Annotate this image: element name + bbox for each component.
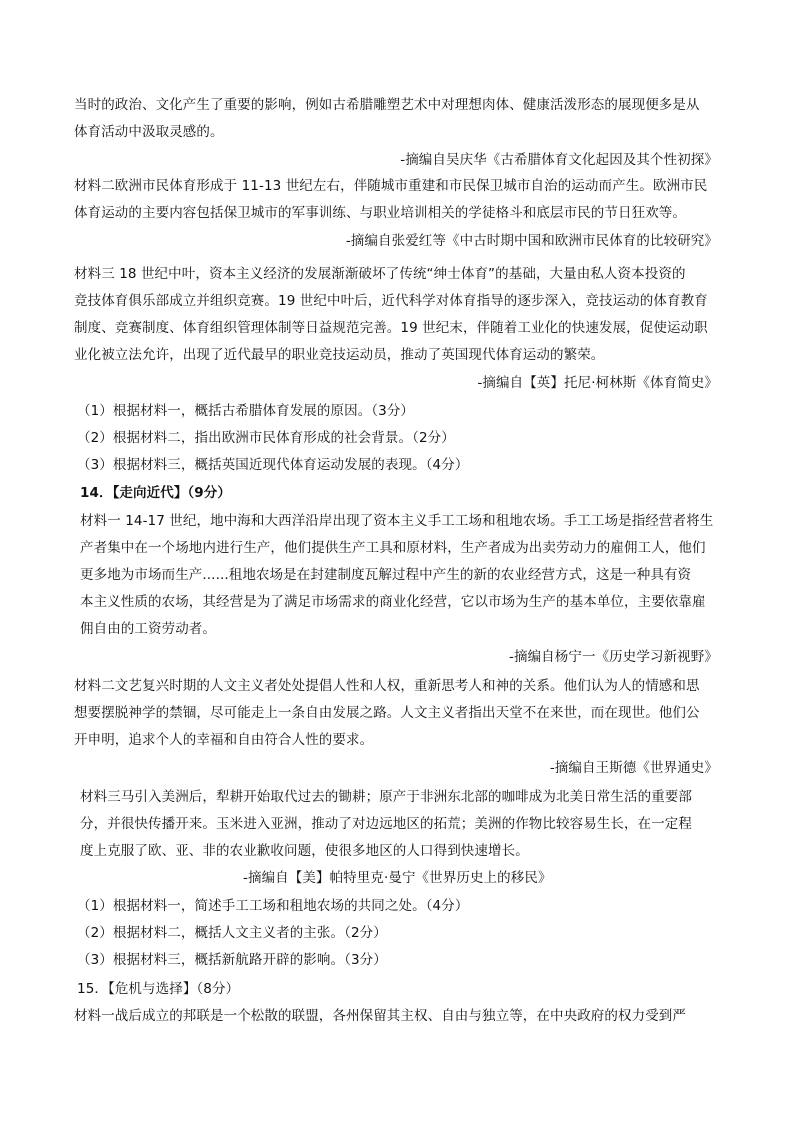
- text-line: 业化被立法允许，出现了近代最早的职业竞技运动员，推动了英国现代体育运动的繁荣。: [74, 347, 605, 363]
- text-line: 材料二文艺复兴时期的人文主义者处处提倡人性和人权，重新思考人和神的关系。他们认为人的情感和思: [74, 678, 700, 694]
- question-item: （1）根据材料一，简述手工工场和租地农场的共同之处。（4分）: [77, 898, 469, 914]
- source-citation: -摘编自杨宁一《历史学习新视野》: [509, 649, 718, 665]
- text-line: 材料三马引入美洲后，犁耕开始取代过去的锄耕；原产于非洲东北部的咖啡成为北美日常生活的重要部: [80, 789, 692, 805]
- text-line: 开申明，追求个人的幸福和自由符合人性的要求。: [74, 732, 374, 748]
- text-line: 分，并很快传播开来。玉米进入亚洲，推动了对边远地区的拓荒；美洲的作物比较容易生长，在一定程: [80, 816, 692, 832]
- text-line: 体育活动中汲取灵感的。: [74, 124, 224, 140]
- section-heading: 15．【危机与选择】（8分）: [77, 981, 240, 997]
- text-line: 体育运动的主要内容包括保卫城市的军事训练、与职业培训相关的学徒格斗和底层市民的节日狂欢等。: [74, 205, 686, 221]
- source-citation: -摘编自王斯德《世界通史》: [549, 760, 718, 776]
- text-line: 产者集中在一个场地内进行生产，他们提供生产工具和原材料，生产者成为出卖劳动力的雇佣工人，他们: [80, 540, 706, 556]
- question-item: （2）根据材料二，概括人文主义者的主张。（2分）: [77, 925, 387, 941]
- source-citation: -摘编自【英】托尼·柯林斯《体育简史》: [477, 375, 718, 391]
- text-line: 材料三 18 世纪中叶，资本主义经济的发展渐渐破坏了传统“绅士体育”的基础，大量由私人资本投资的: [74, 266, 686, 282]
- section-heading: 14．【走向近代】（9分）: [80, 485, 231, 501]
- question-item: （2）根据材料二，指出欧洲市民体育形成的社会背景。（2分）: [77, 430, 455, 446]
- text-line: 度上克服了欧、亚、非的农业歉收问题，使很多地区的人口得到快速增长。: [80, 843, 529, 859]
- text-line: 更多地为市场而生产......租地农场是在封建制度瓦解过程中产生的新的农业经营方式，这是一种具有资: [80, 567, 692, 583]
- text-line: 竞技体育俱乐部成立并组织竞赛。19 世纪中叶后，近代科学对体育指导的逐步深入，竞技运动的体育教育: [74, 293, 708, 309]
- question-item: （1）根据材料一，概括古希腊体育发展的原因。（3分）: [77, 403, 415, 419]
- text-line: 本主义性质的农场，其经营是为了满足市场需求的商业化经营，它以市场为生产的基本单位，主要依靠雇: [80, 594, 706, 610]
- source-citation: -摘编自吴庆华《古希腊体育文化起因及其个性初探》: [400, 152, 718, 168]
- text-line: 制度、竞赛制度、体育组织管理体制等日益规范完善。19 世纪末，伴随着工业化的快速发展，促使运动职: [74, 320, 708, 336]
- text-line: 当时的政治、文化产生了重要的影响，例如古希腊雕塑艺术中对理想肉体、健康活泼形态的展现便多是从: [74, 97, 700, 113]
- text-line: 材料一战后成立的邦联是一个松散的联盟，各州保留其主权、自由与独立等，在中央政府的权力受到严: [74, 1008, 686, 1024]
- question-item: （3）根据材料三，概括英国近现代体育运动发展的表现。（4分）: [77, 457, 469, 473]
- text-line: 材料二欧洲市民体育形成于 11-13 世纪左右，伴随城市重建和市民保卫城市自治的运动而产生。欧洲市民: [74, 178, 708, 194]
- text-line: 佣自由的工资劳动者。: [80, 621, 216, 637]
- source-citation: -摘编自张爱红等《中古时期中国和欧洲市民体育的比较研究》: [345, 233, 718, 249]
- source-citation: -摘编自【美】帕特里克·曼宁《世界历史上的移民》: [243, 870, 552, 886]
- text-line: 材料一 14-17 世纪，地中海和大西洋沿岸出现了资本主义手工工场和租地农场。手工工场是指经营者将生: [80, 513, 714, 529]
- question-item: （3）根据材料三，概括新航路开辟的影响。（3分）: [77, 952, 387, 968]
- text-line: 想要摆脱神学的禁锢，尽可能走上一条自由发展之路。人文主义者指出天堂不在来世，而在现世。他们公: [74, 705, 700, 721]
